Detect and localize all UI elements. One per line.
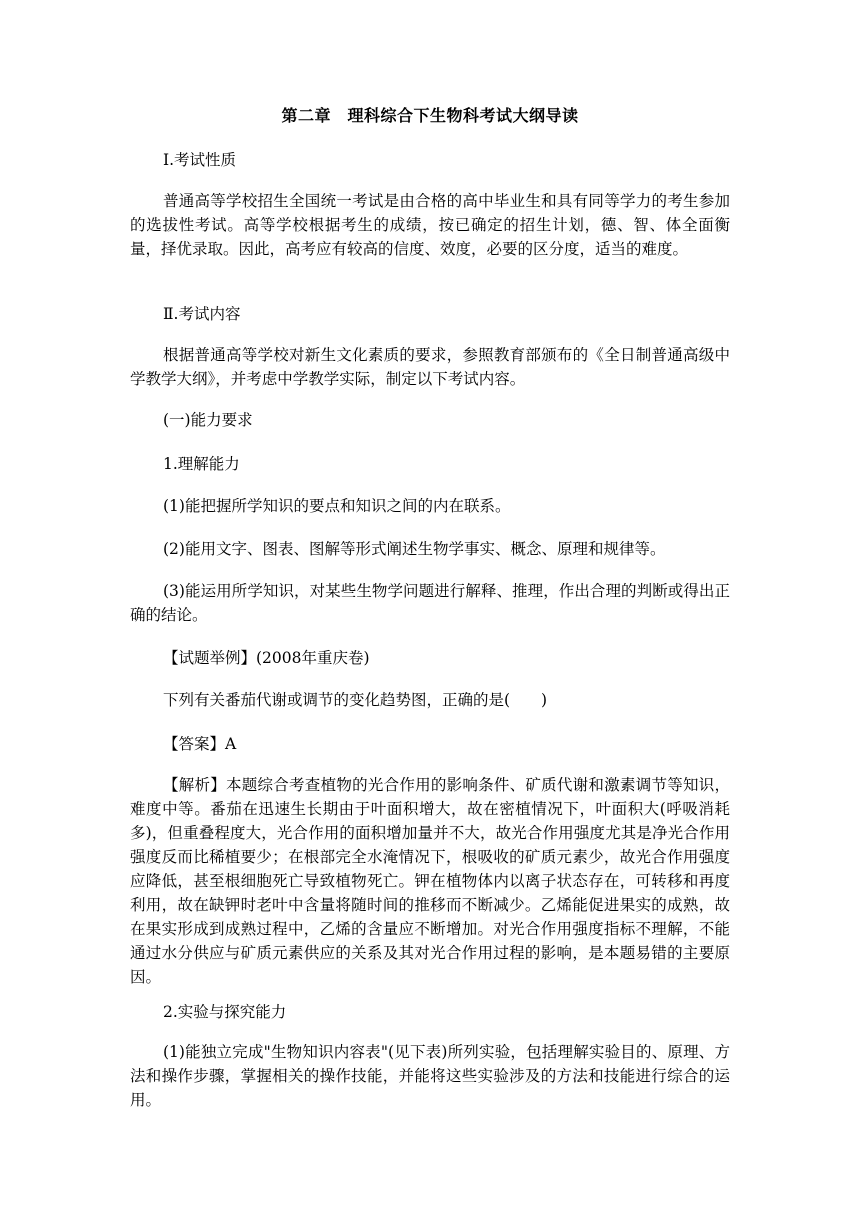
- understanding-item-1: (1)能把握所学知识的要点和知识之间的内在联系。: [163, 497, 511, 515]
- understanding-item-2: (2)能用文字、图表、图解等形式阐述生物学事实、概念、原理和规律等。: [163, 540, 666, 558]
- understanding-heading: 1.理解能力: [163, 455, 240, 473]
- experiment-item-1: (1)能独立完成"生物知识内容表"(见下表)所列实验，包括理解实验目的、原理、方法和操作步骤，掌握相关的操作技能，并能将这些实验涉及的方法和技能进行综合的运用。: [130, 1043, 730, 1109]
- chapter-title: 第二章 理科综合下生物科考试大纲导读: [281, 106, 579, 125]
- section-heading-content: Ⅱ.考试内容: [163, 305, 241, 323]
- section-heading-nature: Ⅰ.考试性质: [163, 151, 237, 169]
- analysis-paragraph: 【解析】本题综合考查植物的光合作用的影响条件、矿质代谢和激素调节等知识，难度中等。番茄在迅速生长期由于叶面积增大，故在密植情况下，叶面积大(呼吸消耗多)，但重叠程度大，光合作用的面积增加量并不大，故光合作用强度尤其是净光合作用强度反而比稀植要少；在根部完全水淹情况下，根吸收的矿质元素少，故光合作用强度应降低，甚至根细胞死亡导致植物死亡。钾在植物体内以离子状态存在，可转移和再度利用，故在缺钾时老叶中含量将随时间的推移而不断减少。乙烯能促进果实的成熟，故在果实形成到成熟过程中，乙烯的含量应不断增加。对光合作用强度指标不理解，不能通过水分供应与矿质元素供应的关系及其对光合作用过程的影响，是本题易错的主要原因。: [130, 776, 730, 986]
- ability-heading: (一)能力要求: [163, 411, 253, 429]
- content-paragraph: 根据普通高等学校对新生文化素质的要求，参照教育部颁布的《全日制普通高级中学教学大纲》，并考虑中学教学实际，制定以下考试内容。: [130, 346, 730, 388]
- experiment-heading: 2.实验与探究能力: [163, 1003, 287, 1021]
- example-heading: 【试题举例】(2008年重庆卷): [163, 649, 370, 667]
- nature-paragraph: 普通高等学校招生全国统一考试是由合格的高中毕业生和具有同等学力的考生参加的选拔性考试。高等学校根据考生的成绩，按已确定的招生计划，德、智、体全面衡量，择优录取。因此，高考应有较高的信度、效度，必要的区分度，适当的难度。: [130, 192, 730, 258]
- understanding-item-3: (3)能运用所学知识，对某些生物学问题进行解释、推理，作出合理的判断或得出正确的结论。: [130, 582, 730, 624]
- question-text: 下列有关番茄代谢或调节的变化趋势图，正确的是( ): [163, 691, 548, 709]
- answer-text: 【答案】A: [163, 735, 237, 753]
